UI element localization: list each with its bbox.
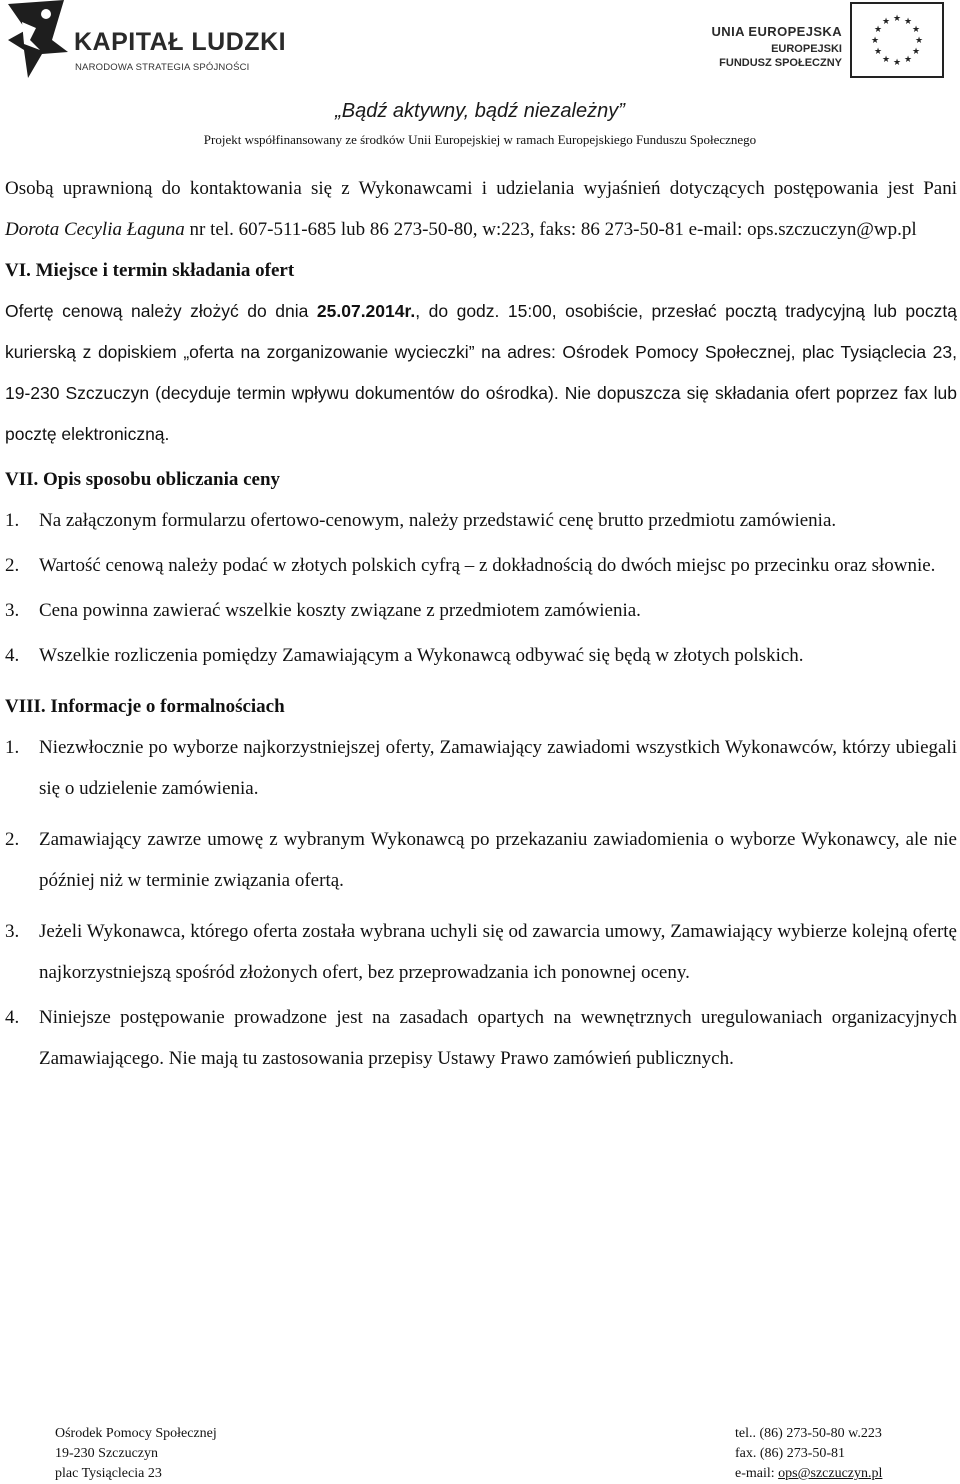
motto: „Bądź aktywny, bądź niezależny” (335, 100, 625, 122)
footer-tel: tel.. (86) 273-50-80 w.223 (735, 1426, 882, 1441)
svg-text:★: ★ (881, 55, 891, 65)
item-text: Na załączonym formularzu ofertowo-cenowym, należy przedstawić cenę brutto przedmiotu zamówienia. (39, 510, 837, 531)
section-6-paragraph (5, 291, 957, 455)
svg-text:★: ★ (911, 25, 921, 35)
svg-text:★: ★ (914, 36, 924, 46)
eu-flag-icon (850, 2, 944, 78)
list-item (5, 635, 957, 676)
footer-email-label: e-mail: (735, 1466, 779, 1481)
kl-title: KAPITAŁ LUDZKI (74, 28, 287, 56)
item-number: 2. (5, 555, 20, 576)
list-item (5, 500, 957, 541)
item-number: 1. (5, 737, 20, 758)
item-number: 1. (5, 510, 20, 531)
list-item (5, 590, 957, 631)
footer-address (55, 1424, 217, 1484)
section-8-heading: VIII. Informacje o formalnościach (5, 696, 285, 717)
svg-text:★: ★ (903, 17, 913, 27)
kl-subtitle: NARODOWA STRATEGIA SPÓJNOŚCI (75, 62, 250, 73)
item-text: Niezwłocznie po wyborze najkorzystniejszej oferty, Zamawiający zawiadomi wszystkich Wykonawców, którzy ubiegali się o udzielenie zamówienia. (39, 737, 957, 799)
kl-star-logo-icon (6, 0, 72, 80)
section-6-text-b: , do godz. 15:00, osobiście, przesłać pocztą tradycyjną lub pocztą kurierską z dopiskiem „oferta na zorganizowanie wycieczki” na adres: Ośrodek Pomocy Społecznej, plac Tysiąclecia 23, 19-230 Szczuczyn (decyduje termin wpływu dokumentów do ośrodka). Nie dopuszcza się składania ofert poprzez fax lub pocztę elektroniczną. (5, 301, 957, 444)
contact-text-b: nr tel. 607-511-685 lub 86 273-50-80, w:223, faks: 86 273-50-81 e-mail: ops.szczuczyn@wp.pl (184, 219, 917, 240)
contact-person: Dorota Cecylia Łaguna (5, 219, 185, 240)
section-8-list (5, 727, 957, 1079)
contact-paragraph (5, 168, 957, 250)
item-number: 4. (5, 645, 20, 666)
section-7-heading: VII. Opis sposobu obliczania ceny (5, 469, 281, 490)
project-line: Projekt współfinansowany ze środków Unii Europejskiej w ramach Europejskiego Funduszu Społecznego (203, 132, 757, 147)
list-item (5, 911, 957, 993)
document-body (5, 168, 957, 1079)
item-text: Jeżeli Wykonawca, którego oferta została wybrana uchyli się od zawarcia umowy, Zamawiający wybierze kolejną ofertę najkorzystniejszą spośród złożonych ofert, bez przeprowadzania ich ponownej oceny. (39, 921, 957, 983)
section-6-text-a: Ofertę cenową należy złożyć do dnia (5, 301, 317, 321)
footer-postal: 19-230 Szczuczyn (55, 1446, 159, 1461)
svg-text:★: ★ (881, 17, 891, 27)
contact-text-a: Osobą uprawnioną do kontaktowania się z Wykonawcami i udzielania wyjaśnień dotyczących postępowania jest Pani (5, 178, 957, 199)
document-header (0, 0, 960, 160)
item-text: Wartość cenową należy podać w złotych polskich cyfrą – z dokładnością do dwóch miejsc po przecinku oraz słownie. (39, 555, 936, 576)
section-7-list (5, 500, 957, 676)
list-item (5, 545, 957, 586)
footer-fax: fax. (86) 273-50-81 (735, 1446, 846, 1461)
footer-org-name: Ośrodek Pomocy Społecznej (55, 1426, 217, 1441)
eu-text-block (712, 24, 842, 69)
section-6-heading: VI. Miejsce i termin składania ofert (5, 260, 295, 281)
item-text: Cena powinna zawierać wszelkie koszty związane z przedmiotem zamówienia. (39, 600, 641, 621)
item-text: Wszelkie rozliczenia pomiędzy Zamawiającym a Wykonawcą odbywać się będą w złotych polskich. (39, 645, 804, 666)
footer-contact (735, 1424, 882, 1484)
svg-text:★: ★ (870, 36, 880, 46)
svg-text:★: ★ (892, 14, 902, 24)
deadline-date: 25.07.2014r. (316, 301, 416, 321)
footer-email-line (735, 1464, 882, 1484)
list-item (5, 727, 957, 809)
item-number: 2. (5, 829, 20, 850)
footer-street: plac Tysiąclecia 23 (55, 1466, 162, 1481)
svg-text:★: ★ (892, 58, 902, 68)
item-text: Niniejsze postępowanie prowadzone jest na zasadach opartych na wewnętrznych uregulowaniach organizacyjnych Zamawiającego. Nie mają tu zastosowania przepisy Ustawy Prawo zamówień publicznych. (39, 1007, 957, 1069)
item-text: Zamawiający zawrze umowę z wybranym Wykonawcą po przekazaniu zawiadomienia o wyborze Wykonawcy, ale nie później niż w terminie związania ofertą. (39, 829, 957, 891)
eu-line-2: EUROPEJSKI (771, 43, 842, 55)
item-number: 4. (5, 1007, 20, 1028)
footer-email-link[interactable]: ops@szczuczyn.pl (778, 1466, 883, 1481)
list-item (5, 997, 957, 1079)
svg-text:★: ★ (873, 25, 883, 35)
svg-text:★: ★ (873, 47, 883, 57)
item-number: 3. (5, 600, 20, 621)
eu-line-1: UNIA EUROPEJSKA (711, 24, 842, 39)
kapital-ludzki-logo (6, 0, 287, 80)
svg-text:★: ★ (911, 47, 921, 57)
svg-text:★: ★ (903, 55, 913, 65)
item-number: 3. (5, 921, 20, 942)
list-item (5, 819, 957, 901)
eu-line-3: FUNDUSZ SPOŁECZNY (719, 57, 842, 69)
